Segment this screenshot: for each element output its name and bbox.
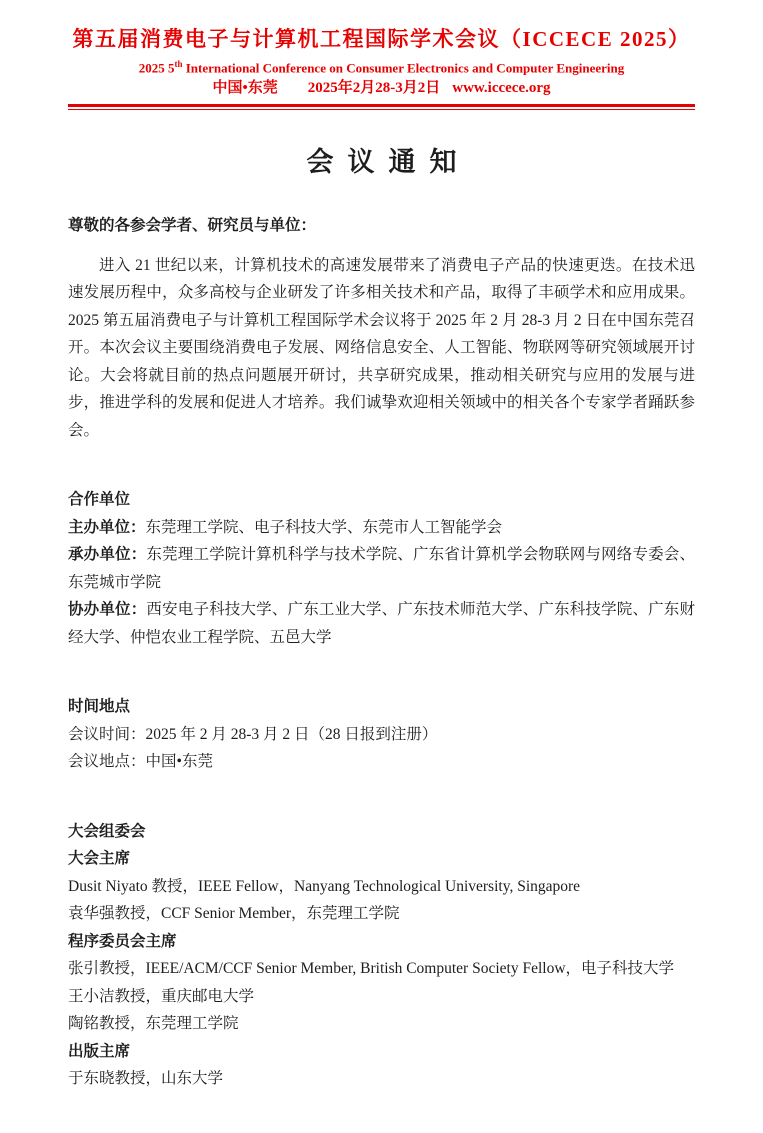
conference-title-en-ordinal: th	[174, 59, 183, 69]
host-unit-line	[68, 514, 695, 542]
conference-website: www.iccece.org	[452, 80, 551, 97]
committee-member: 于东晓教授，山东大学	[68, 1070, 224, 1088]
document-title: 会议通知	[306, 147, 471, 178]
publication-chairs-heading: 出版主席	[68, 1042, 131, 1060]
conference-title-en	[68, 56, 695, 76]
program-chairs-heading: 程序委员会主席	[68, 932, 177, 950]
header-rule-thin	[68, 109, 695, 110]
document-body	[68, 146, 695, 1093]
committee-heading: 大会组委会	[68, 822, 146, 840]
conference-dates: 2025年2月28-3月2日	[307, 80, 441, 97]
host-unit-label: 主办单位：	[68, 518, 146, 536]
co-organizer-unit-value: 西安电子科技大学、广东工业大学、广东技术师范大学、广东科技学院、广东财经大学、仲恺农业工程学院、五邑大学	[68, 601, 695, 646]
time-place-heading: 时间地点	[68, 698, 131, 716]
conference-place-line	[68, 748, 695, 776]
general-chairs-heading: 大会主席	[68, 850, 131, 868]
section-committee	[68, 818, 695, 1093]
conference-title-en-rest: International Conference on Consumer Electronics and Computer Engineering	[182, 60, 625, 76]
letterhead	[68, 26, 695, 110]
conference-title-en-prefix: 2025 5	[138, 60, 175, 76]
cooperation-heading: 合作单位	[68, 491, 131, 509]
organizer-unit-value: 东莞理工学院计算机科学与技术学院、广东省计算机学会物联网与网络专委会、东莞城市学院	[68, 546, 695, 591]
committee-member: 张引教授，IEEE/ACM/CCF Senior Member, British Computer Society Fellow，电子科技大学	[68, 960, 675, 978]
committee-member: 袁华强教授，CCF Senior Member，东莞理工学院	[68, 905, 400, 923]
committee-member: 王小洁教授，重庆邮电大学	[68, 987, 255, 1005]
intro-paragraph: 进入 21 世纪以来，计算机技术的高速发展带来了消费电子产品的快速更迭。在技术迅速发展历程中，众多高校与企业研发了许多相关技术和产品，取得了丰硕学术和应用成果。2025 第五届消费电子与计算机工程国际学术会议将于 2025 年 2 月 28-3 月 2 日在中国东莞召开。本次会议主要围绕消费电子发展、网络信息安全、人工智能、物联网等研究领域展开讨论。大会将就目前的热点问题展开研讨，共享研究成果，推动相关研究与应用的发展与进步，推进学科的发展和促进人才培养。我们诚挚欢迎相关领域中的相关各个专家学者踊跃参会。	[68, 256, 695, 439]
organizer-unit-line	[68, 541, 695, 596]
committee-member: 陶铭教授，东莞理工学院	[68, 1015, 239, 1033]
committee-member: Dusit Niyato 教授，IEEE Fellow，Nanyang Technological University, Singapore	[68, 877, 581, 895]
conference-place-label: 会议地点：	[68, 753, 146, 771]
conference-title-zh: 第五届消费电子与计算机工程国际学术会议（ICCECE 2025）	[72, 27, 691, 51]
salutation: 尊敬的各参会学者、研究员与单位：	[68, 217, 317, 235]
conference-info-line	[68, 79, 695, 98]
organizer-unit-label: 承办单位：	[68, 546, 147, 564]
host-unit-value: 东莞理工学院、电子科技大学、东莞市人工智能学会	[145, 518, 503, 536]
conference-place-value: 中国•东莞	[145, 753, 213, 771]
header-rule-thick	[68, 104, 695, 107]
conference-location: 中国•东莞	[212, 80, 278, 97]
conference-time-line	[68, 721, 695, 749]
conference-time-value: 2025 年 2 月 28-3 月 2 日（28 日报到注册）	[145, 725, 438, 743]
section-cooperation	[68, 486, 695, 651]
co-organizer-unit-line	[68, 596, 695, 651]
section-time-place	[68, 693, 695, 776]
conference-time-label: 会议时间：	[68, 725, 146, 743]
co-organizer-unit-label: 协办单位：	[68, 601, 147, 619]
